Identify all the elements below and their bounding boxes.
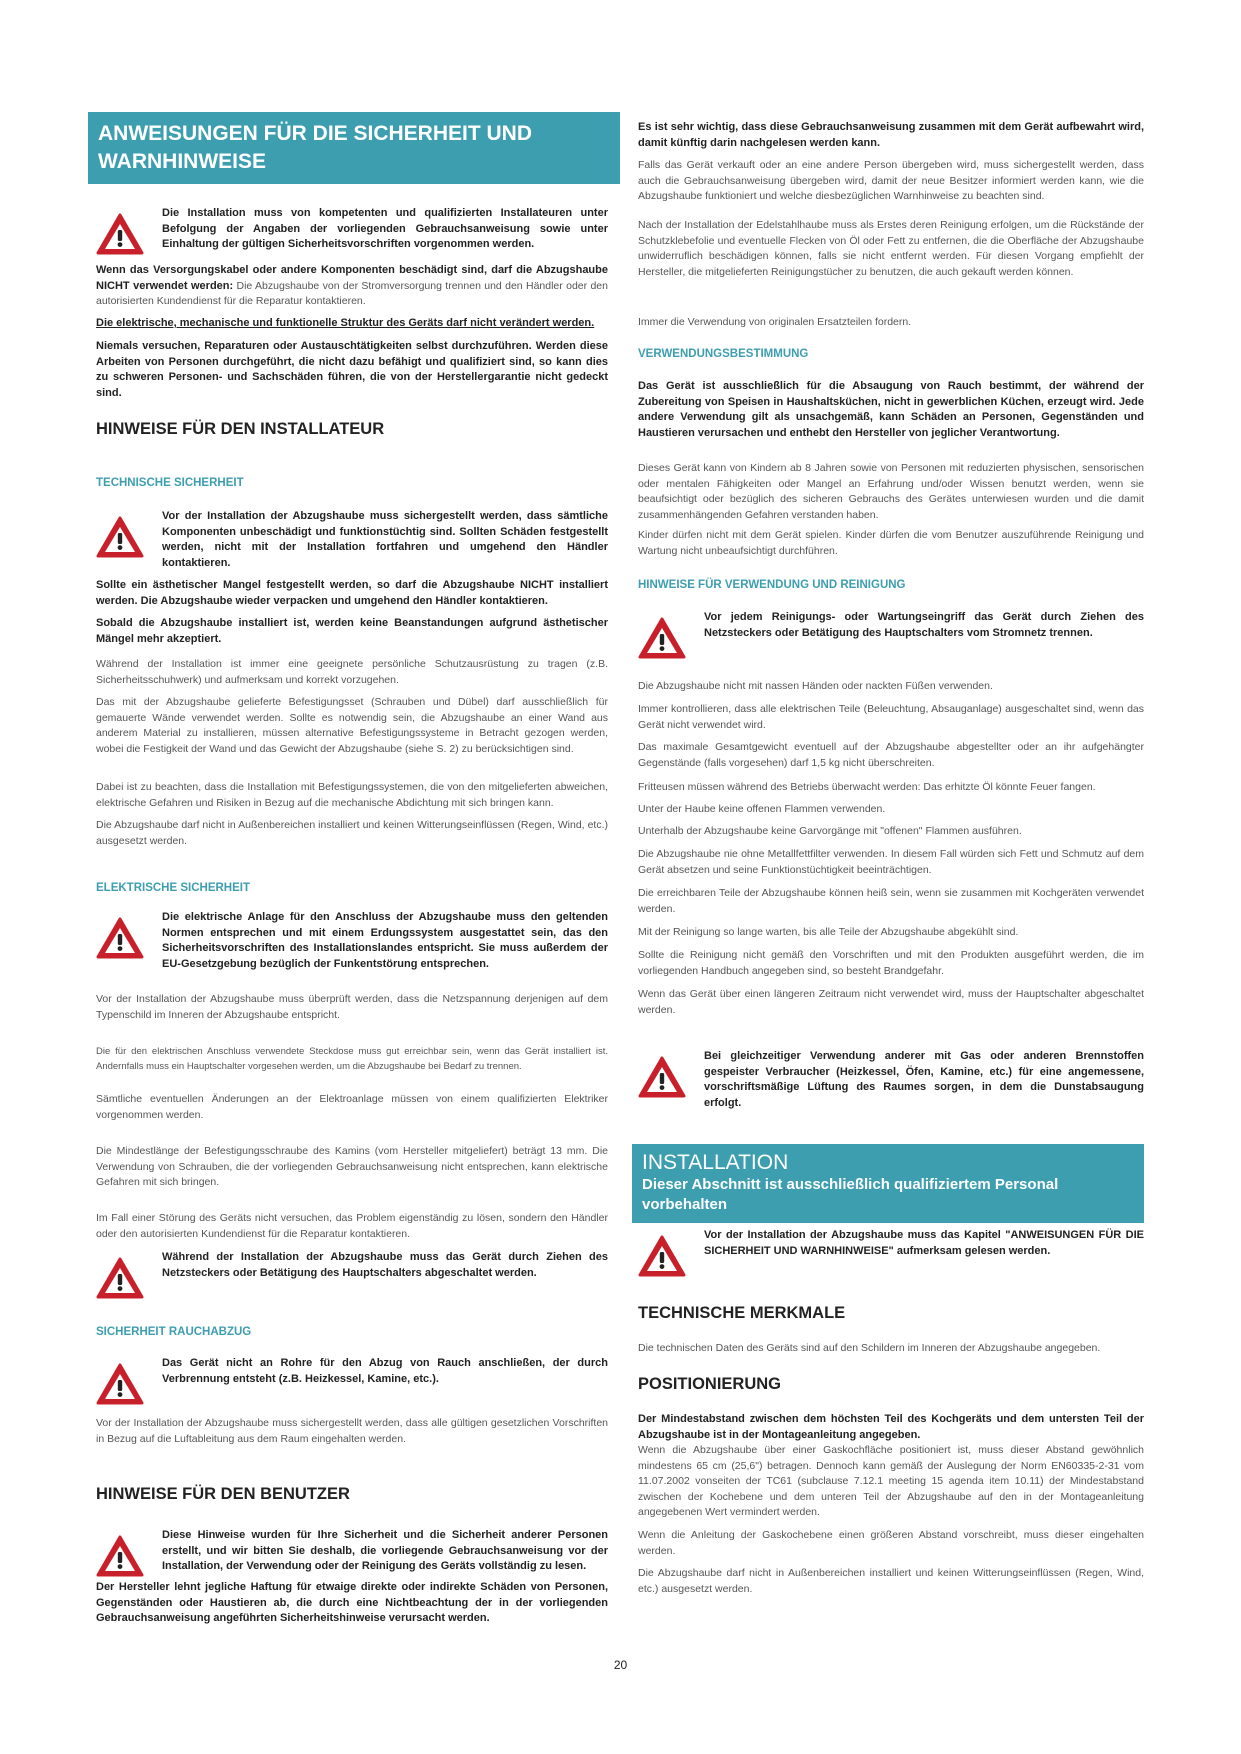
- warning-smoke: [96, 1356, 608, 1406]
- qualified-electrician-paragraph: Sämtliche eventuellen Änderungen an der Elektroanlage müssen von einem qualifizierten Elektriker vorgenommen werden.: [96, 1093, 608, 1121]
- no-complaints-paragraph: Sobald die Abzugshaube installiert ist, werden keine Beanstandungen aufgrund ästhetischer Mängel mehr akzeptiert.: [96, 617, 608, 645]
- tech-features-paragraph: Die technischen Daten des Geräts sind auf den Schildern im Inneren der Abzugshaube angegeben.: [638, 1342, 1101, 1354]
- outdoor-paragraph-right: Die Abzugshaube darf nicht in Außenbereichen installiert und keinen Witterungseinflüssen (Regen, Wind, etc.) ausgesetzt werden.: [638, 1567, 1144, 1595]
- warning-triangle-icon: [96, 1256, 144, 1300]
- fire-risk-paragraph: Sollte die Reinigung nicht gemäß den Vorschriften und mit den Produkten ausgeführt werden, die im vorliegenden Handbuch angegeben sind, so besteht Brandgefahr.: [638, 949, 1144, 977]
- max-weight-paragraph: Das maximale Gesamtgewicht eventuell auf der Abzugshaube abgestellter oder an ihr aufgehängter Gegenstände (falls vorgesehen) darf 1,5 kg nicht überschreiten.: [638, 741, 1144, 769]
- children-paragraph-2: Kinder dürfen nicht mit dem Gerät spielen. Kinder dürfen die vom Benutzer auszuführende Reinigung und Wartung nicht unbeaufsichtigt durchführen.: [638, 529, 1144, 557]
- warning-text: Vor der Installation der Abzugshaube muss sichergestellt werden, dass sämtliche Komponenten unbeschädigt und funktionstüchtig sind. Sollten Schäden festgestellt werden, nicht mit der Installation fortfahren und umgehend den Händler kontaktieren.: [162, 510, 608, 569]
- warning-triangle-icon: [96, 1362, 144, 1406]
- warning-text: Vor jedem Reinigungs- oder Wartungseingriff das Gerät durch Ziehen des Netzsteckers oder Betätigung des Hauptschalters vom Stromnetz trennen.: [704, 611, 1144, 639]
- warning-text: Während der Installation der Abzugshaube muss das Gerät durch Ziehen des Netzsteckers oder Betätigung des Hauptschalters abgeschaltet werden.: [162, 1251, 608, 1279]
- elec-safety-heading: ELEKTRISCHE SICHERHEIT: [96, 882, 250, 894]
- metal-filter-paragraph: Die Abzugshaube nie ohne Metallfettfilter verwenden. In diesem Fall würden sich Fett und Schmutz auf dem Gerät absetzen und seine Funktionstüchtigkeit beeinträchtigen.: [638, 848, 1144, 876]
- warning-text: Bei gleichzeitiger Verwendung anderer mit Gas oder anderen Brennstoffen gespeister Verbraucher (Heizkessel, Öfen, Kamine, etc.) für eine angemessene, vorschriftsmäßige Lüftung des Raumes sorgen, in dem die Dunstabsaugung erfolgt.: [704, 1050, 1144, 1109]
- use-cleaning-heading: HINWEISE FÜR VERWENDUNG UND REINIGUNG: [638, 579, 906, 591]
- no-flames-paragraph: Unter der Haube keine offenen Flammen verwenden.: [638, 803, 886, 815]
- smoke-safety-heading: SICHERHEIT RAUCHABZUG: [96, 1326, 252, 1338]
- socket-paragraph: Die für den elektrischen Anschluss verwendete Steckdose muss gut erreichbar sein, wenn das Gerät installiert ist. Andernfalls muss ein Hauptschalter vorgesehen werden, um die Abzugshaube bei Bedarf zu trennen.: [96, 1046, 608, 1072]
- warning-read-chapter: [638, 1228, 1144, 1278]
- warning-triangle-icon: [96, 212, 144, 256]
- check-parts-paragraph: Immer kontrollieren, dass alle elektrischen Teile (Beleuchtung, Absauganlage) ausgeschaltet sind, wenn das Gerät nicht verwendet wird.: [638, 703, 1144, 731]
- warning-text: Vor der Installation der Abzugshaube muss das Kapitel "ANWEISUNGEN FÜR DIE SICHERHEIT UND WARNHINWEISE" aufmerksam gelesen werden.: [704, 1229, 1144, 1257]
- tech-safety-heading: TECHNISCHE SICHERHEIT: [96, 477, 244, 489]
- cable-damage-bold: Wenn das Versorgungskabel oder andere Komponenten beschädigt sind, darf die Abzugshaube NICHT verwendet werden:: [96, 264, 608, 292]
- screw-length-paragraph: Die Mindestlänge der Befestigungsschraube des Kamins (vom Hersteller mitgeliefert) beträgt 13 mm. Die Verwendung von Schrauben, die der vorliegenden Gebrauchsanweisung nicht entsprechen, kann elektrische Gefahren mit sich bringen.: [96, 1145, 608, 1188]
- aesthetic-defect-paragraph: Sollte ein ästhetischer Mangel festgestellt werden, so darf die Abzugshaube NICHT installiert werden. Die Abzugshaube wieder verpacken und umgehend den Händler kontaktieren.: [96, 579, 608, 607]
- warning-installation: [96, 206, 608, 256]
- original-parts-paragraph: Immer die Verwendung von originalen Ersatzteilen fordern.: [638, 316, 912, 328]
- air-exhaust-paragraph: Vor der Installation der Abzugshaube muss sichergestellt werden, dass alle gültigen gesetzlichen Vorschriften in Bezug auf die Luftableitung aus dem Raum eingehalten werden.: [96, 1417, 608, 1445]
- warning-triangle-icon: [638, 1055, 686, 1099]
- structure-notice: Die elektrische, mechanische und funktionelle Struktur des Geräts darf nicht verändert werden.: [96, 317, 595, 329]
- warning-text: Die Installation muss von kompetenten und qualifizierten Installateuren unter Befolgung der Angaben der vorliegenden Gebrauchsanweisung sowie unter Einhaltung der gültigen Sicherheitsvorschriften vorgenommen werden.: [162, 207, 608, 250]
- intended-use-paragraph: Das Gerät ist ausschließlich für die Absaugung von Rauch bestimmt, der während der Zubereitung von Speisen in Haushaltsküchen, nicht in gewerblichen Küchen, erzeugt wird. Jede andere Verwendung gilt als unsachgemäß, kann Schäden an Personen, Gegenständen und Haustieren verursachen und enthebt den Hersteller von jeglicher Verantwortung.: [638, 380, 1144, 439]
- installation-banner-title: INSTALLATION: [642, 1151, 789, 1174]
- warning-text: Das Gerät nicht an Rohre für den Abzug von Rauch anschließen, der durch Verbrennung entsteht (z.B. Heizkessel, Kamine, etc.).: [162, 1357, 608, 1385]
- warning-unplug-install: [96, 1250, 608, 1300]
- sold-device-paragraph: Falls das Gerät verkauft oder an eine andere Person übergeben wird, muss sichergestellt werden, dass auch die Gebrauchsanweisung übergeben wird, damit der neue Besitzer informiert werden kann, wie die Abzugshaube funktioniert und welche diesbezüglichen Warnhinweise zu beachten sind.: [638, 159, 1144, 202]
- never-repair-paragraph: Niemals versuchen, Reparaturen oder Austauschtätigkeiten selbst durchzuführen. Werden diese Arbeiten von Personen durchgeführt, die nicht dazu befähigt und qualifiziert sind, so kann dies zu schweren Personen- und Sachschäden führen, die von der Herstellergarantie nicht gedeckt sind.: [96, 340, 608, 399]
- safety-banner-title: ANWEISUNGEN FÜR DIE SICHERHEIT UND WARNHINWEISE: [98, 122, 533, 173]
- installation-banner-subtitle: Dieser Abschnitt ist ausschließlich qualifiziertem Personal vorbehalten: [642, 1176, 1059, 1213]
- min-distance-paragraph: Der Mindestabstand zwischen dem höchsten Teil des Kochgeräts und dem untersten Teil der Abzugshaube ist in der Montageanleitung angegeben.: [638, 1413, 1144, 1441]
- stainless-cleaning-paragraph: Nach der Installation der Edelstahlhaube muss als Erstes deren Reinigung erfolgen, um die Rückstände der Schutzklebefolie und eventuelle Flecken von Öl oder Fett zu entfernen, die die Oberfläche der Abzugshaube unwiderruflich beschädigen können, falls sie nicht entfernt werden. Für diesen Vorgang empfiehlt der Hersteller, die mitgelieferten Reinigungstücher zu benutzen, die auch gekauft werden können.: [638, 219, 1144, 278]
- gas-hob-paragraph: Wenn die Abzugshaube über einer Gaskochfläche positioniert ist, muss dieser Abstand gewöhnlich mindestens 65 cm (25,6") betragen. Dennoch kann gemäß der Auslegung der Norm EN60335-2-31 vom 11.07.2002 vonseiten der TC61 (subclause 7.12.1 meeting 15 agenda item 10.11) der Mindestabstand zwischen der Kochebene und dem unteren Teil der Abzugshaube auf den in der Montageanleitung angegebenen Wert vermindert werden.: [638, 1444, 1144, 1518]
- safety-banner: [88, 112, 620, 184]
- outdoor-paragraph: Die Abzugshaube darf nicht in Außenbereichen installiert und keinen Witterungseinflüssen (Regen, Wind, etc.) ausgesetzt werden.: [96, 819, 608, 847]
- intended-use-heading: VERWENDUNGSBESTIMMUNG: [638, 348, 809, 360]
- tech-features-heading: TECHNISCHE MERKMALE: [638, 1304, 846, 1322]
- user-heading: HINWEISE FÜR DEN BENUTZER: [96, 1485, 350, 1503]
- installer-heading: HINWEISE FÜR DEN INSTALLATEUR: [96, 420, 385, 438]
- installation-banner: [632, 1144, 1144, 1223]
- warning-triangle-icon: [96, 916, 144, 960]
- warning-triangle-icon: [638, 616, 686, 660]
- warning-text: Die elektrische Anlage für den Anschluss der Abzugshaube muss den geltenden Normen entsprechen und mit einem Erdungssystem ausgestattet sein, das den Sicherheitsvorschriften des Installationslandes entspricht. Sie muss außerdem der EU-Gesetzgebung bezüglich der Funkentstörung entsprechen.: [162, 911, 608, 970]
- hob-instructions-paragraph: Wenn die Anleitung der Gaskochebene einen größeren Abstand vorschreibt, muss dieser eingehalten werden.: [638, 1529, 1144, 1557]
- voltage-check-paragraph: Vor der Installation der Abzugshaube muss überprüft werden, dass die Netzspannung derjenigen auf dem Typenschild im Inneren der Abzugshaube entspricht.: [96, 993, 608, 1021]
- alt-systems-paragraph: Dabei ist zu beachten, dass die Installation mit Befestigungssystemen, die von den mitgelieferten abweichen, elektrische Gefahren und Risiken in Bezug auf die mechanische Abdichtung mit sich bringen kann.: [96, 781, 608, 809]
- warning-triangle-icon: [638, 1234, 686, 1278]
- warning-text: Diese Hinweise wurden für Ihre Sicherheit und die Sicherheit anderer Personen erstellt, und wir bitten Sie deshalb, die vorliegende Gebrauchsanweisung vor der Installation, der Verwendung oder der Reinigung des Geräts vollständig zu lesen.: [162, 1529, 608, 1572]
- fryers-paragraph: Fritteusen müssen während des Betriebs überwacht werden: Das erhitzte Öl könnte Feuer fangen.: [638, 781, 1096, 793]
- warning-gas: [638, 1049, 1144, 1111]
- cable-damage-text: Die Abzugshaube von der Stromversorgung trennen und den Händler oder den autorisierten Kundendienst für die Reparatur kontaktieren.: [96, 279, 608, 307]
- protective-equipment-paragraph: Während der Installation ist immer eine geeignete persönliche Schutzausrüstung zu tragen (z.B. Sicherheitsschuhwerk) und aufmerksam und korrekt vorzugehen.: [96, 658, 608, 686]
- long-unused-paragraph: Wenn das Gerät über einen längeren Zeitraum nicht verwendet wird, muss der Hauptschalter abgeschaltet werden.: [638, 988, 1144, 1016]
- warning-tech: [96, 509, 608, 571]
- keep-manual-paragraph: Es ist sehr wichtig, dass diese Gebrauchsanweisung zusammen mit dem Gerät aufbewahrt wird, damit künftig darin nachgelesen werden kann.: [638, 121, 1144, 149]
- warning-elec: [96, 910, 608, 972]
- warning-cleaning: [638, 610, 1144, 660]
- warning-triangle-icon: [96, 1534, 144, 1578]
- page-number: 20: [613, 1658, 628, 1672]
- hot-parts-paragraph: Die erreichbaren Teile der Abzugshaube können heiß sein, wenn sie zusammen mit Kochgeräten verwendet werden.: [638, 887, 1144, 915]
- cable-damage-paragraph: [96, 263, 608, 310]
- liability-paragraph: Der Hersteller lehnt jegliche Haftung für etwaige direkte oder indirekte Schäden von Personen, Gegenständen oder Haustieren ab, die durch eine Nichtbeachtung der in der vorliegenden Gebrauchsanweisung angeführten Sicherheitshinweise verursacht werden.: [96, 1581, 608, 1624]
- wet-hands-paragraph: Die Abzugshaube nicht mit nassen Händen oder nackten Füßen verwenden.: [638, 680, 993, 692]
- cool-down-paragraph: Mit der Reinigung so lange warten, bis alle Teile der Abzugshaube abgekühlt sind.: [638, 926, 1019, 938]
- positioning-heading: POSITIONIERUNG: [638, 1375, 782, 1393]
- malfunction-paragraph: Im Fall einer Störung des Geräts nicht versuchen, das Problem eigenständig zu lösen, sondern den Händler oder den autorisierten Kundendienst für die Reparatur kontaktieren.: [96, 1212, 608, 1240]
- no-flambe-paragraph: Unterhalb der Abzugshaube keine Garvorgänge mit "offenen" Flammen ausführen.: [638, 825, 1022, 837]
- children-paragraph: Dieses Gerät kann von Kindern ab 8 Jahren sowie von Personen mit reduzierten physischen, sensorischen oder mentalen Fähigkeiten oder Mangel an Erfahrung und/oder Wissen benutzt werden, wenn sie beaufsichtigt oder bezüglich des sicheren Gebrauchs des Gerätes unterwiesen wurden und die damit zusammenhängenden Gefahren verstanden haben.: [638, 462, 1144, 521]
- warning-user: [96, 1528, 608, 1578]
- fixing-set-paragraph: Das mit der Abzugshaube gelieferte Befestigungsset (Schrauben und Dübel) darf ausschließlich für gemauerte Wände verwendet werden. Sollte es notwendig sein, die Abzugshaube an einer Wand aus anderem Material zu installieren, müssen alternative Befestigungssysteme in Betracht gezogen werden, wobei die Festigkeit der Wand und das Gewicht der Abzugshaube (siehe S. 2) zu berücksichtigen sind.: [96, 696, 608, 755]
- warning-triangle-icon: [96, 515, 144, 559]
